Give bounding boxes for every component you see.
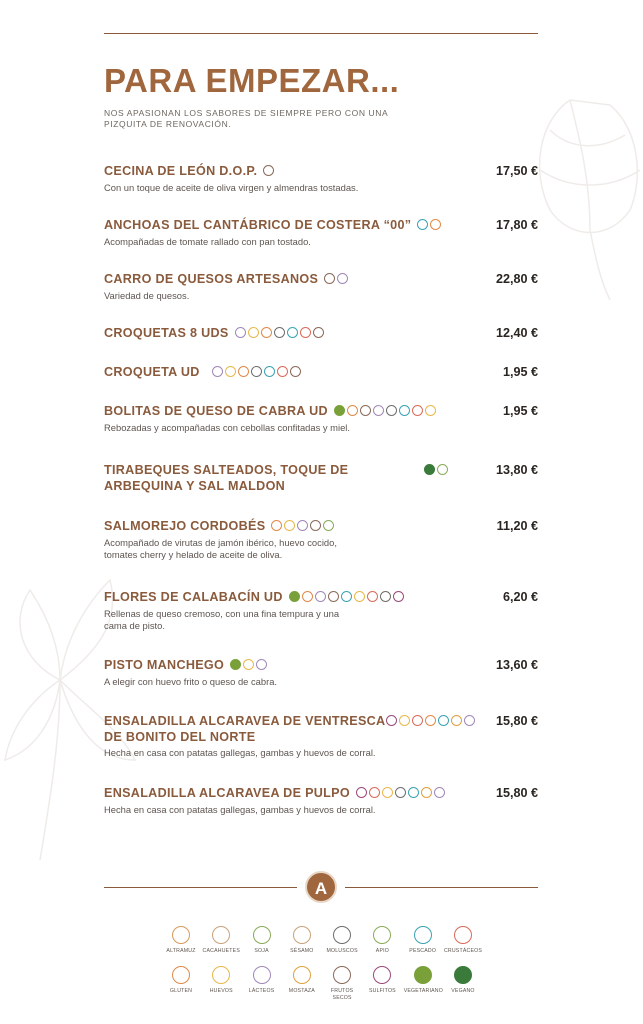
legend-label: MOSTAZA	[288, 988, 315, 994]
huevos-icon	[225, 366, 236, 377]
pescado-icon	[438, 715, 449, 726]
sulfitos-icon	[373, 966, 391, 984]
menu-item	[104, 463, 538, 494]
menu-item	[104, 714, 538, 759]
menu-item	[104, 218, 538, 248]
item-description: Hecha en casa con patatas gallegas, gambas y huevos de corral.	[104, 747, 376, 758]
legend-item	[243, 966, 281, 1001]
menu-item	[104, 658, 538, 688]
lacteos-icon	[253, 966, 271, 984]
apio-icon	[437, 464, 448, 475]
legend-item	[404, 966, 442, 1001]
legend-item	[202, 926, 240, 955]
frutos-secos-icon	[328, 591, 339, 602]
crustaceos-icon	[367, 591, 378, 602]
gluten-icon	[302, 591, 313, 602]
pescado-icon	[399, 405, 410, 416]
item-name: ANCHOAS DEL CANTÁBRICO DE COSTERA “00”	[104, 218, 412, 232]
moluscos-icon	[274, 327, 285, 338]
legend-label: SULFITOS	[368, 988, 396, 994]
legend-label: PESCADO	[409, 948, 437, 954]
legend-label: FRUTOS SECOS	[330, 988, 354, 1001]
lacteos-icon	[373, 405, 384, 416]
brand-logo: A	[305, 871, 337, 903]
item-description: Rebozadas y acompañadas con cebollas confitadas y miel.	[104, 421, 350, 433]
menu-item	[104, 326, 538, 342]
allergen-icons	[289, 591, 404, 602]
huevos-icon	[354, 591, 365, 602]
item-description: Acompañado de virutas de jamón ibérico, huevo cocido, tomates cherry y helado de aceite de oliva.	[104, 536, 337, 560]
legend-label: SOJA	[254, 948, 269, 954]
lacteos-icon	[337, 273, 348, 284]
allergen-legend-row-2	[162, 966, 482, 1001]
apio-icon	[373, 926, 391, 944]
legend-item	[162, 966, 200, 1001]
allergen-icons	[212, 366, 301, 377]
legend-label: VEGETARIANO	[403, 988, 443, 994]
legend-label: GLUTEN	[169, 988, 193, 994]
item-name: SALMOREJO CORDOBÉS	[104, 519, 266, 533]
legend-item	[363, 966, 401, 1001]
altramuz-icon	[172, 926, 190, 944]
allergen-icons	[271, 520, 334, 531]
frutos-secos-icon	[324, 273, 335, 284]
item-price: 11,20 €	[496, 519, 538, 533]
huevos-icon	[212, 966, 230, 984]
menu-item	[104, 404, 538, 434]
item-price: 13,80 €	[495, 463, 538, 477]
legend-item	[323, 966, 361, 1001]
top-divider	[104, 33, 538, 34]
crustaceos-icon	[369, 787, 380, 798]
legend-item	[283, 966, 321, 1001]
vegano-icon	[454, 966, 472, 984]
item-name: BOLITAS DE QUESO DE CABRA UD	[104, 404, 328, 418]
legend-item	[323, 926, 361, 955]
sesamo-icon	[293, 926, 311, 944]
crustaceos-icon	[412, 715, 423, 726]
footer-divider-left	[104, 887, 297, 888]
item-price: 12,40 €	[495, 326, 538, 340]
frutos-secos-icon	[290, 366, 301, 377]
moluscos-icon	[333, 926, 351, 944]
item-name: CARRO DE QUESOS ARTESANOS	[104, 272, 319, 286]
legend-label: CRUSTÁCEOS	[443, 948, 482, 954]
pescado-icon	[414, 926, 432, 944]
lacteos-icon	[297, 520, 308, 531]
allergen-icons	[424, 464, 448, 475]
gluten-icon	[430, 219, 441, 230]
lacteos-icon	[315, 591, 326, 602]
frutos-secos-icon	[263, 165, 274, 176]
legend-label: SÉSAMO	[290, 948, 314, 954]
frutos-secos-icon	[310, 520, 321, 531]
item-description: Acompañadas de tomate rallado con pan tostado.	[104, 235, 311, 247]
pescado-icon	[417, 219, 428, 230]
legend-label: LÁCTEOS	[248, 988, 275, 994]
legend-label: ALTRAMUZ	[166, 948, 196, 954]
pescado-icon	[341, 591, 352, 602]
legend-label: APIO	[375, 948, 389, 954]
gluten-icon	[425, 715, 436, 726]
sulfitos-icon	[386, 715, 397, 726]
vegetariano-icon	[334, 405, 345, 416]
moluscos-icon	[251, 366, 262, 377]
allergen-icons	[235, 327, 324, 338]
lacteos-icon	[235, 327, 246, 338]
item-description: Rellenas de queso cremoso, con una fina tempura y una cama de pisto.	[104, 607, 340, 631]
menu-item	[104, 519, 538, 561]
item-description: Con un toque de aceite de oliva virgen y almendras tostadas.	[104, 181, 359, 193]
legend-label: CACAHUETES	[202, 948, 241, 954]
item-description: Variedad de quesos.	[104, 289, 190, 301]
crustaceos-icon	[277, 366, 288, 377]
gluten-icon	[261, 327, 272, 338]
pescado-icon	[264, 366, 275, 377]
lacteos-icon	[434, 787, 445, 798]
huevos-icon	[243, 659, 254, 670]
item-name: CECINA DE LEÓN D.O.P.	[104, 164, 258, 178]
mostaza-icon	[293, 966, 311, 984]
menu-item	[104, 786, 538, 816]
item-price: 6,20 €	[502, 590, 538, 604]
item-price: 1,95 €	[502, 365, 538, 379]
allergen-icons	[230, 659, 267, 670]
item-name: PISTO MANCHEGO	[104, 658, 225, 672]
crustaceos-icon	[412, 405, 423, 416]
item-price: 15,80 €	[495, 786, 538, 800]
pescado-icon	[287, 327, 298, 338]
item-name: TIRABEQUES SALTEADOS, TOQUE DE ARBEQUINA Y SAL MALDON	[104, 463, 349, 493]
frutos-secos-icon	[313, 327, 324, 338]
frutos-secos-icon	[360, 405, 371, 416]
item-description: Hecha en casa con patatas gallegas, gambas y huevos de corral.	[104, 803, 376, 815]
legend-item	[202, 966, 240, 1001]
legend-label: VEGANO	[451, 988, 475, 994]
lacteos-icon	[256, 659, 267, 670]
legend-item	[162, 926, 200, 955]
moluscos-icon	[380, 591, 391, 602]
allergen-icons	[356, 787, 445, 798]
item-price: 17,50 €	[495, 164, 538, 178]
allergen-icons	[334, 405, 436, 416]
legend-item	[444, 966, 482, 1001]
huevos-icon	[399, 715, 410, 726]
sulfitos-icon	[356, 787, 367, 798]
legend-label: HUEVOS	[209, 988, 233, 994]
lacteos-icon	[464, 715, 475, 726]
item-name: ENSALADILLA ALCARAVEA DE PULPO	[104, 786, 350, 800]
item-name: CROQUETAS 8 UDS	[104, 326, 229, 340]
gluten-icon	[172, 966, 190, 984]
legend-item	[444, 926, 482, 955]
allergen-legend-row-1	[162, 926, 482, 955]
legend-label: MOLUSCOS	[326, 948, 358, 954]
vegano-icon	[424, 464, 435, 475]
sulfitos-icon	[393, 591, 404, 602]
page-title: PARA EMPEZAR...	[104, 62, 400, 99]
soja-icon	[253, 926, 271, 944]
gluten-icon	[271, 520, 282, 531]
crustaceos-icon	[454, 926, 472, 944]
item-name: ENSALADILLA ALCARAVEA DE VENTRESCA DE BONITO DEL NORTE	[104, 714, 385, 744]
gluten-icon	[347, 405, 358, 416]
huevos-icon	[382, 787, 393, 798]
allergen-icons	[417, 219, 441, 230]
page-subtitle: NOS APASIONAN LOS SABORES DE SIEMPRE PERO CON UNA PIZQUITA DE RENOVACIÓN.	[104, 108, 388, 129]
huevos-icon	[284, 520, 295, 531]
gluten-icon	[238, 366, 249, 377]
vegetariano-icon	[289, 591, 300, 602]
legend-item	[404, 926, 442, 955]
mostaza-icon	[421, 787, 432, 798]
item-name: CROQUETA UD	[104, 365, 200, 379]
legend-item	[243, 926, 281, 955]
menu-item	[104, 272, 538, 302]
cacahuetes-icon	[212, 926, 230, 944]
legend-item	[363, 926, 401, 955]
huevos-icon	[425, 405, 436, 416]
crustaceos-icon	[300, 327, 311, 338]
footer-divider-right	[345, 887, 538, 888]
vegetariano-icon	[414, 966, 432, 984]
item-price: 17,80 €	[495, 218, 538, 232]
allergen-icons	[386, 715, 475, 726]
allergen-icons	[324, 273, 348, 284]
item-price: 13,60 €	[495, 658, 538, 672]
mostaza-icon	[451, 715, 462, 726]
frutos-secos-icon	[333, 966, 351, 984]
pescado-icon	[408, 787, 419, 798]
moluscos-icon	[395, 787, 406, 798]
menu-item	[104, 164, 538, 194]
menu-item	[104, 590, 538, 632]
huevos-icon	[248, 327, 259, 338]
moluscos-icon	[386, 405, 397, 416]
apio-icon	[323, 520, 334, 531]
item-price: 1,95 €	[502, 404, 538, 418]
item-description: A elegir con huevo frito o queso de cabra.	[104, 675, 278, 687]
vegetariano-icon	[230, 659, 241, 670]
item-price: 22,80 €	[495, 272, 538, 286]
menu-item	[104, 365, 538, 381]
legend-item	[283, 926, 321, 955]
item-price: 15,80 €	[495, 714, 538, 728]
item-name: FLORES DE CALABACÍN UD	[104, 590, 283, 604]
lacteos-icon	[212, 366, 223, 377]
allergen-icons	[263, 165, 274, 176]
